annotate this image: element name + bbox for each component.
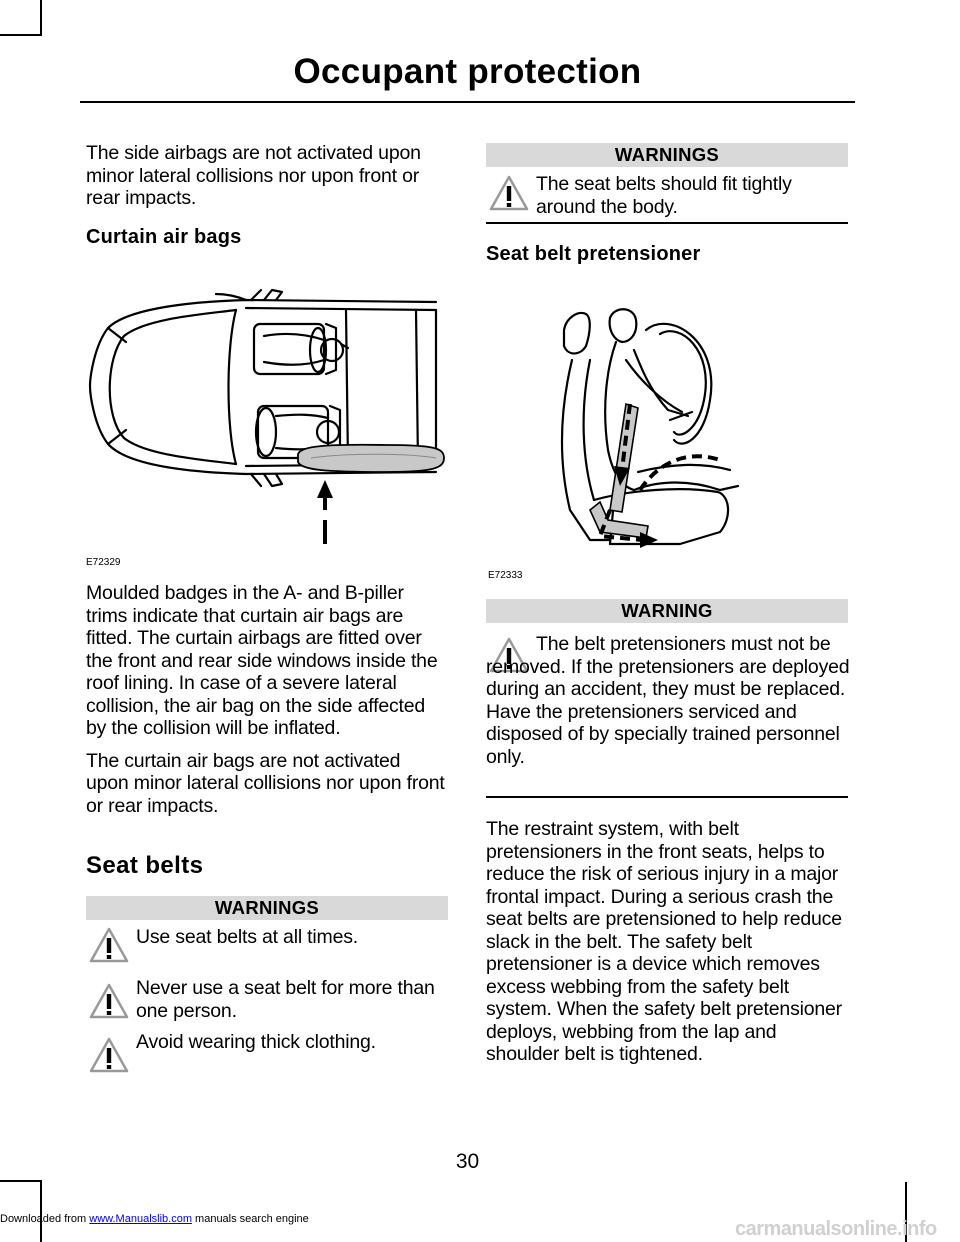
warning-text: The belt pretensioners must not be removed. If the pretensioners are deployed during an accident, they must be replaced. Have the pretensioners serviced and disposed of by specially trained personnel only. <box>486 633 850 768</box>
warning-bar: WARNING <box>486 599 848 623</box>
crop-mark <box>0 34 42 36</box>
page-title: Occupant protection <box>293 52 642 91</box>
crop-mark <box>40 0 42 36</box>
warning-triangle-icon <box>488 174 530 212</box>
manualslib-link[interactable]: www.Manualslib.com <box>89 1213 192 1225</box>
curtain-heading-wrap <box>86 226 448 249</box>
warning-rule <box>486 796 848 798</box>
seat-belt-pretensioner-heading: Seat belt pretensioner <box>486 243 701 265</box>
seat-belts-heading: Seat belts <box>86 852 204 879</box>
restraint-system-text: The restraint system, with belt pretensioners in the front seats, helps to reduce the risk of serious injury in a major frontal impact. During a serious crash the seat belts are pretensioned to help reduce slack in the belt. The safety belt pretensioner is a device which removes excess webbing from the safety belt system. When the safety belt pretensioner deploys, webbing from the lap and shoulder belt is tightened. <box>486 818 842 1065</box>
footer-suffix: manuals search engine <box>191 1213 309 1225</box>
warning-rule <box>486 222 848 224</box>
curtain-paragraphs <box>86 582 448 817</box>
warnings-bar: WARNINGS <box>86 896 448 920</box>
warning-text: The seat belts should fit tightly around the body. <box>536 173 792 218</box>
warning-text: Avoid wearing thick clothing. <box>136 1031 376 1053</box>
warnings-bar: WARNINGS <box>486 143 848 167</box>
curtain-airbags-heading: Curtain air bags <box>86 226 242 248</box>
watermark: carmanualsonline.info <box>735 1218 937 1240</box>
side-airbag-text: The side airbags are not activated upon minor lateral collisions nor upon front or rear impacts. <box>86 142 421 209</box>
figure-code: E72329 <box>86 557 121 568</box>
curtain-airbag-figure <box>86 288 448 550</box>
page-number: 30 <box>455 1150 480 1173</box>
warning-text: Never use a seat belt for more than one person. <box>136 977 435 1022</box>
warning-triangle-icon <box>88 982 130 1020</box>
pretensioner-heading-wrap <box>486 243 848 266</box>
footer-prefix: Downloaded from <box>0 1213 90 1225</box>
restraint-wrap <box>486 818 850 1066</box>
warning-triangle-icon <box>88 1036 130 1074</box>
curtain-para-1: Moulded badges in the A- and B-piller trims indicate that curtain air bags are fitted. The curtain airbags are fitted over the front and rear side windows inside the roof lining. In case of a severe lateral collision, the air bag on the side affected by the collision will be inflated. <box>86 582 438 739</box>
left-intro <box>86 142 448 210</box>
title-rule <box>80 101 855 103</box>
pretensioner-figure <box>550 300 750 552</box>
warning-triangle-icon <box>88 926 130 964</box>
figure-code: E72333 <box>488 570 523 581</box>
curtain-para-2: The curtain air bags are not activated upon minor lateral collisions nor upon front or rear impacts. <box>86 749 445 817</box>
footer <box>0 1213 309 1225</box>
crop-mark <box>40 1180 42 1242</box>
warning-text: Use seat belts at all times. <box>136 926 358 948</box>
crop-mark <box>0 1180 42 1182</box>
seatbelts-heading-wrap <box>86 852 448 880</box>
